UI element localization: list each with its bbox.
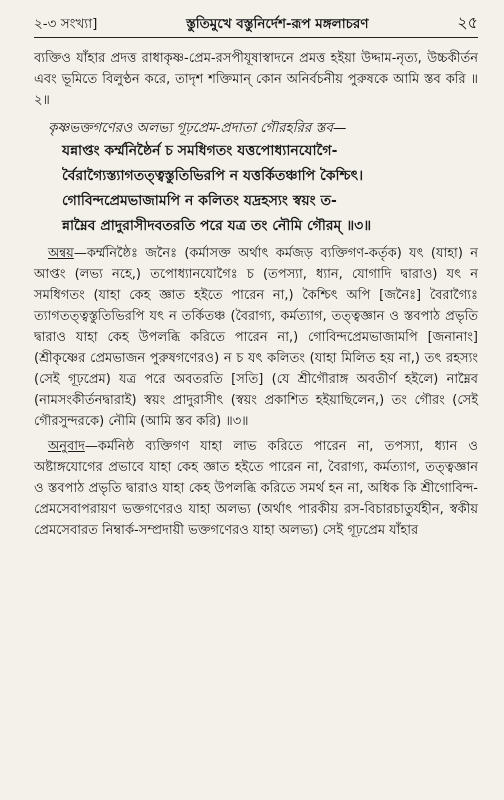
anubad-text: —কর্মনিষ্ঠ ব্যক্তিগণ যাহা লাভ করিতে পারেন না, তপস্যা, ধ্যান ও অষ্টাঙ্গযোগের প্রভাবে যাহা কেহ জ্ঞাত হইতে পারেন না, বৈরাগ্য, কর্মত্যাগ, তত্ত্বজ্ঞান ও স্তবপাঠ প্রভৃতি দ্বারাও যাহা কেহ উপলব্ধি করিতে সমর্থ হন না, অধিক কি শ্রীগোবিন্দ-প্রেমসেবাপরায়ণ ভক্তগণেরও যাহা অলভ্য (অর্থাৎ পারকীয় রস-বিচারচাতুর্যহীন, স্বকীয় প্রেমসেবারত নিম্বার্ক-সম্প্রদায়ী ভক্তগণেরও যাহা অলভ্য) সেই গূঢ়প্রেম যাঁহার [34,439,478,538]
section-subheading: কৃষ্ণভক্তগণেরও অলভ্য গূঢ়প্রেম-প্রদাতা গৌরহরির স্তব— [48,120,347,136]
anubad-paragraph [34,436,478,541]
paragraph-continued: ব্যক্তিও যাঁহার প্রদত্ত রাধাকৃষ্ণ-প্রেম-রসপীযূষাস্বাদনে প্রমত্ত হইয়া উদ্দাম-নৃত্য, উচ্চকীর্তন এবং ভূমিতে বিলুণ্ঠন করে, তাদৃশ শক্তিমান্ কোন অনির্বচনীয় পুরুষকে আমি স্তব করি ॥২॥ [34,51,478,108]
verse-line: যন্নাপ্তং কর্ম্মনিষ্ঠৈর্ন চ সমধিগতং যত্তপোধ্যানযোগৈ- [62,143,338,159]
header-issue: ২-৩ সংখ্যা] [34,16,98,32]
header-title: স্তুতিমুখে বস্তুনির্দেশ-রূপ মঙ্গলাচরণ [186,16,369,32]
verse-line: র্বৈরাগ্যৈস্ত্যাগতত্ত্বস্তুতিভিরপি ন যত্তর্কিতঞ্চাপি কৈশ্চিৎ। [62,168,364,184]
page-number: ২৫ [457,13,478,32]
running-header [34,14,478,38]
verse-line: গোবিন্দপ্রেমভাজামপি ন কলিতং যদ্রহস্যং স্বয়ং ত- [62,193,337,209]
verse-line: ন্নাম্নৈব প্রাদুরাসীদবতরতি পরে যত্র তং নৌমি গৌরম্ ॥৩॥ [62,218,372,234]
anvaya-label: অন্বয় [48,246,74,261]
sanskrit-verse [34,139,478,239]
anubad-label: অনুবাদ [48,439,85,454]
anvaya-paragraph [34,243,478,432]
anvaya-text: —কর্ম্মনিষ্ঠৈঃ জনৈঃ (কর্মাসক্ত অর্থাৎ কর্মজড় ব্যক্তিগণ-কর্তৃক) যৎ (যাহা) ন আপ্তং (লভ্য নহে,) তপোধ্যানযোগৈঃ চ (তপস্যা, ধ্যান, যোগাদি দ্বারাও) যৎ ন সমধিগতং (যাহা কেহ জ্ঞাত হইতে পারেন না,) কৈশ্চিৎ অপি [জনৈঃ] বৈরাগ্যৈঃ ত্যাগতত্ত্বস্তুতিভিরপি যৎ ন তর্কিতঞ্চ (বৈরাগ্য, কর্মত্যাগ, তত্ত্বজ্ঞান ও স্তবপাঠ প্রভৃতি দ্বারাও যাহা কেহ উপলব্ধি করিতে পারেন না,) গোবিন্দপ্রেমভাজামপি [জনানাং] (শ্রীকৃষ্ণের প্রেমভাজন পুরুষগণেরও) ন চ যৎ কলিতং (যাহা মিলিত হয় না,) তৎ রহস্যং (সেই গূঢ়প্রেম) যত্র পরে অবতরতি [সতি] (যে শ্রীগৌরাঙ্গ অবতীর্ণ হইলে) নাম্নৈব (নামসংকীর্তনদ্বারাই) স্বয়ং প্রাদুরাসীৎ (স্বয়ং প্রকাশিত হইয়াছিলেন,) তং গৌরং (সেই গৌরসুন্দরকে) নৌমি (আমি স্তব করি) ॥৩॥ [34,246,478,429]
